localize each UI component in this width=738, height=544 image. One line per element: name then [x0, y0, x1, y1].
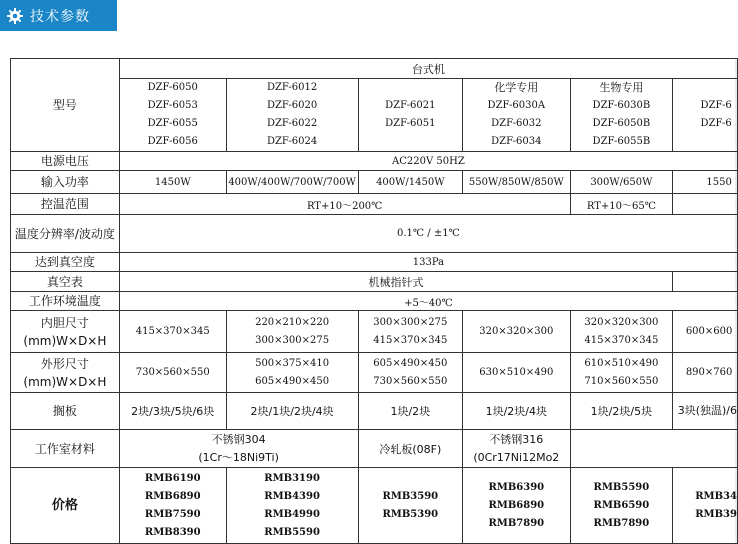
material-stainless-304: 不锈钢304 (1Cr～18Ni9Ti)	[119, 430, 358, 468]
section-title: 技术参数	[30, 8, 90, 25]
temp-range-value-bio: RT+10～65℃	[570, 194, 673, 215]
input-power-cell: 400W/400W/700W/700W	[226, 171, 358, 194]
model-cell: 化学专用 DZF-6030A DZF-6032 DZF-6034	[463, 79, 570, 152]
outer-size-cell: 500×375×410 605×490×450	[226, 353, 358, 393]
model-cell: 生物专用 DZF-6030B DZF-6050B DZF-6055B	[570, 79, 673, 152]
input-power-cell: 1550	[673, 171, 738, 194]
label-input-power: 输入功率	[11, 171, 120, 194]
inner-size-cell: 600×600	[673, 311, 738, 353]
input-power-cell: 550W/850W/850W	[463, 171, 570, 194]
input-power-cell: 300W/650W	[570, 171, 673, 194]
section-header	[0, 0, 117, 31]
power-voltage-value: AC220V 50HZ	[119, 152, 737, 171]
temp-range-value: RT+10～200℃	[119, 194, 570, 215]
vacuum-gauge-value: 机械指针式	[119, 272, 672, 292]
price-cell: RMB3190 RMB4390 RMB4990 RMB5590	[226, 468, 358, 544]
material-cold-rolled: 冷轧板(08F)	[358, 430, 463, 468]
ambient-value: +5～40℃	[119, 292, 737, 311]
inner-size-cell: 320×320×300	[463, 311, 570, 353]
shelves-cell: 3块(独温)/6	[673, 393, 738, 430]
label-outer-size: 外形尺寸(mm)W×D×H	[11, 353, 120, 393]
label-shelves: 搁板	[11, 393, 120, 430]
outer-size-cell: 605×490×450 730×560×550	[358, 353, 463, 393]
model-cell: DZF-6050 DZF-6053 DZF-6055 DZF-6056	[119, 79, 226, 152]
material-stainless-316: 不锈钢316 (0Cr17Ni12Mo2	[463, 430, 570, 468]
label-temp-range: 控温范围	[11, 194, 120, 215]
input-power-cell: 1450W	[119, 171, 226, 194]
inner-size-cell: 415×370×345	[119, 311, 226, 353]
price-cell: RMB5590 RMB6590 RMB7890	[570, 468, 673, 544]
inner-size-cell: 220×210×220 300×300×275	[226, 311, 358, 353]
shelves-cell: 2块/3块/5块/6块	[119, 393, 226, 430]
label-vacuum: 达到真空度	[11, 253, 120, 272]
group-header: 台式机	[119, 59, 737, 79]
label-temp-resolution: 温度分辨率/波动度	[11, 215, 120, 253]
shelves-cell: 1块/2块	[358, 393, 463, 430]
label-inner-size: 内胆尺寸(mm)W×D×H	[11, 311, 120, 353]
shelves-cell: 1块/2块/4块	[463, 393, 570, 430]
gear-icon	[7, 8, 23, 24]
input-power-cell: 400W/1450W	[358, 171, 463, 194]
label-power-voltage: 电源电压	[11, 152, 120, 171]
temp-resolution-value: 0.1℃ / ±1℃	[119, 215, 737, 253]
material-empty	[570, 430, 737, 468]
shelves-cell: 2块/1块/2块/4块	[226, 393, 358, 430]
label-ambient: 工作环境温度	[11, 292, 120, 311]
shelves-cell: 1块/2块/5块	[570, 393, 673, 430]
vacuum-value: 133Pa	[119, 253, 737, 272]
label-price: 价格	[11, 468, 120, 544]
price-cell: RMB6390 RMB6890 RMB7890	[463, 468, 570, 544]
spec-table	[10, 58, 738, 544]
label-vacuum-gauge: 真空表	[11, 272, 120, 292]
model-cell: DZF-6 DZF-6	[673, 79, 738, 152]
temp-range-empty	[673, 194, 738, 215]
label-material: 工作室材料	[11, 430, 120, 468]
price-cell: RMB3590 RMB5390	[358, 468, 463, 544]
inner-size-cell: 300×300×275 415×370×345	[358, 311, 463, 353]
vacuum-gauge-empty	[673, 272, 738, 292]
outer-size-cell: 630×510×490	[463, 353, 570, 393]
outer-size-cell: 730×560×550	[119, 353, 226, 393]
outer-size-cell: 610×510×490 710×560×550	[570, 353, 673, 393]
outer-size-cell: 890×760	[673, 353, 738, 393]
label-model: 型号	[11, 59, 120, 152]
model-cell: DZF-6021 DZF-6051	[358, 79, 463, 152]
model-cell: DZF-6012 DZF-6020 DZF-6022 DZF-6024	[226, 79, 358, 152]
price-cell: RMB6190 RMB6890 RMB7590 RMB8390	[119, 468, 226, 544]
inner-size-cell: 320×320×300 415×370×345	[570, 311, 673, 353]
price-cell: RMB34 RMB39	[673, 468, 738, 544]
